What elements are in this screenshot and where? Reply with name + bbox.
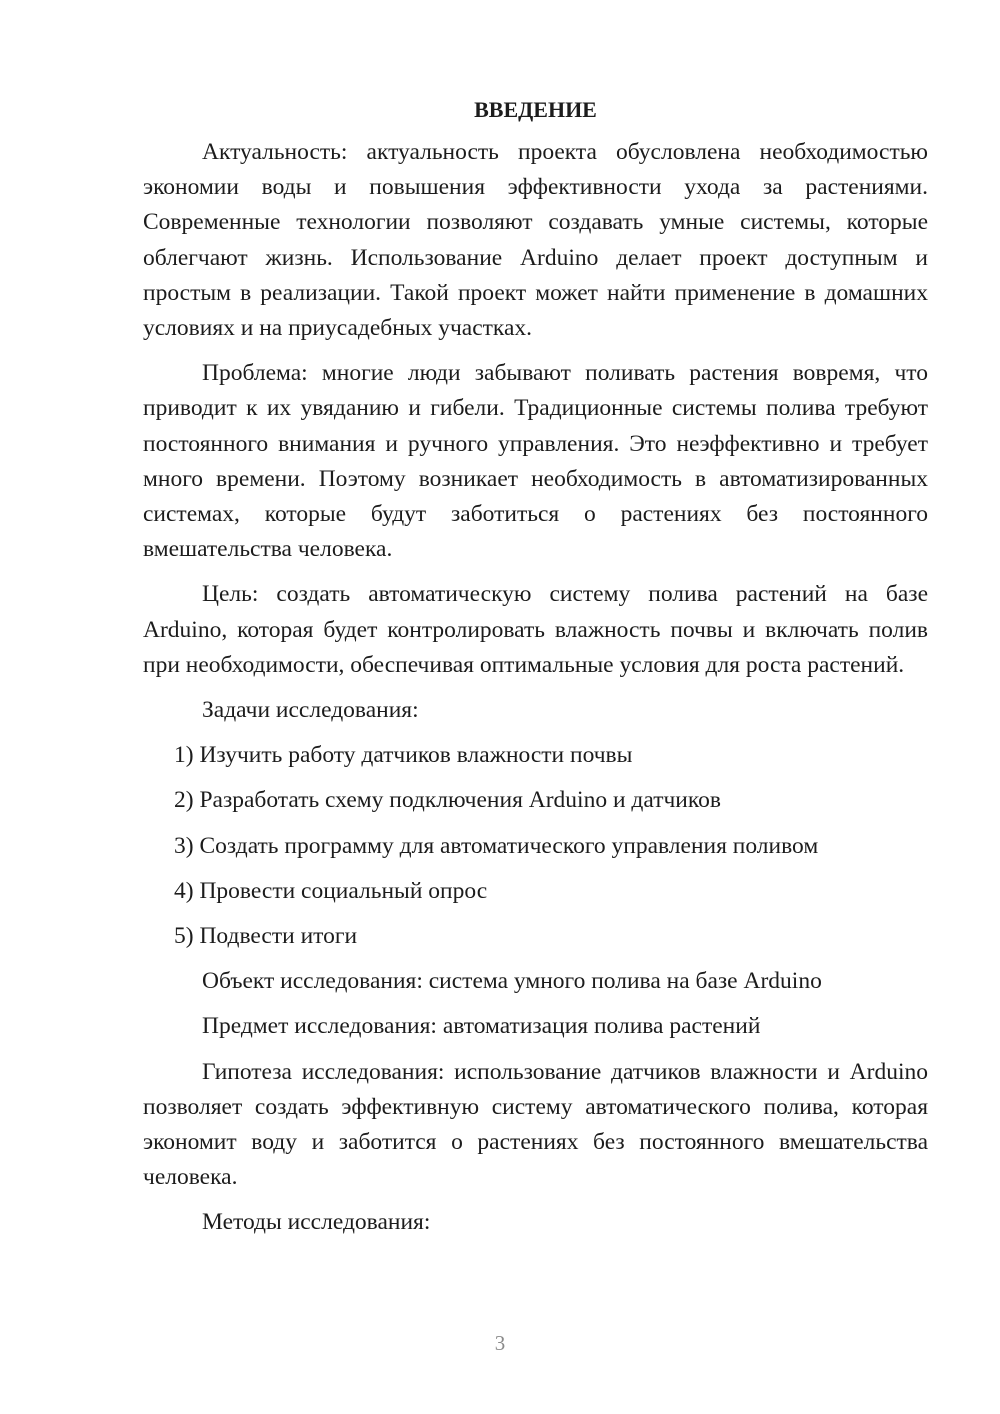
relevance-paragraph: Актуальность: актуальность проекта обусловлена необходимостью экономии воды и повышения эффективности ухода за растениями. Современные технологии позволяют создавать умные системы, которые облегчают жизнь. Использование Arduino делает проект доступным и простым в реализации. Такой проект может найти применение в домашних условиях и на приусадебных участках.	[143, 139, 928, 342]
list-item: 4) Провести социальный опрос	[174, 877, 488, 904]
subject-line: Предмет исследования: автоматизация полива растений	[202, 1013, 761, 1040]
hypothesis-paragraph: Гипотеза исследования: использование датчиков влажности и Arduino позволяет создать эффективную систему автоматического полива, которая экономит воду и заботится о растениях без постоянного вмешательства человека.	[143, 1058, 928, 1191]
tasks-list	[143, 738, 928, 954]
methods-heading: Методы исследования:	[202, 1209, 431, 1236]
page-number: 3	[494, 1331, 506, 1355]
tasks-heading: Задачи исследования:	[202, 697, 419, 724]
list-item: 1) Изучить работу датчиков влажности почвы	[174, 742, 633, 769]
document-page	[143, 92, 928, 1251]
object-line: Объект исследования: система умного полива на базе Arduino	[202, 968, 822, 995]
problem-paragraph: Проблема: многие люди забывают поливать растения вовремя, что приводит к их увяданию и гибели. Традиционные системы полива требуют постоянного внимания и ручного управления. Это неэффективно и требует много времени. Поэтому возникает необходимость в автоматизированных системах, которые будут заботиться о растениях без постоянного вмешательства человека.	[143, 360, 928, 563]
list-item: 5) Подвести итоги	[174, 923, 358, 950]
list-item: 2) Разработать схему подключения Arduino и датчиков	[174, 787, 721, 814]
list-item: 3) Создать программу для автоматического управления поливом	[174, 832, 819, 859]
section-title: ВВЕДЕНИЕ	[474, 97, 597, 122]
goal-paragraph: Цель: создать автоматическую систему полива растений на базе Arduino, которая будет контролировать влажность почвы и включать полив при необходимости, обеспечивая оптимальные условия для роста растений.	[143, 581, 928, 678]
